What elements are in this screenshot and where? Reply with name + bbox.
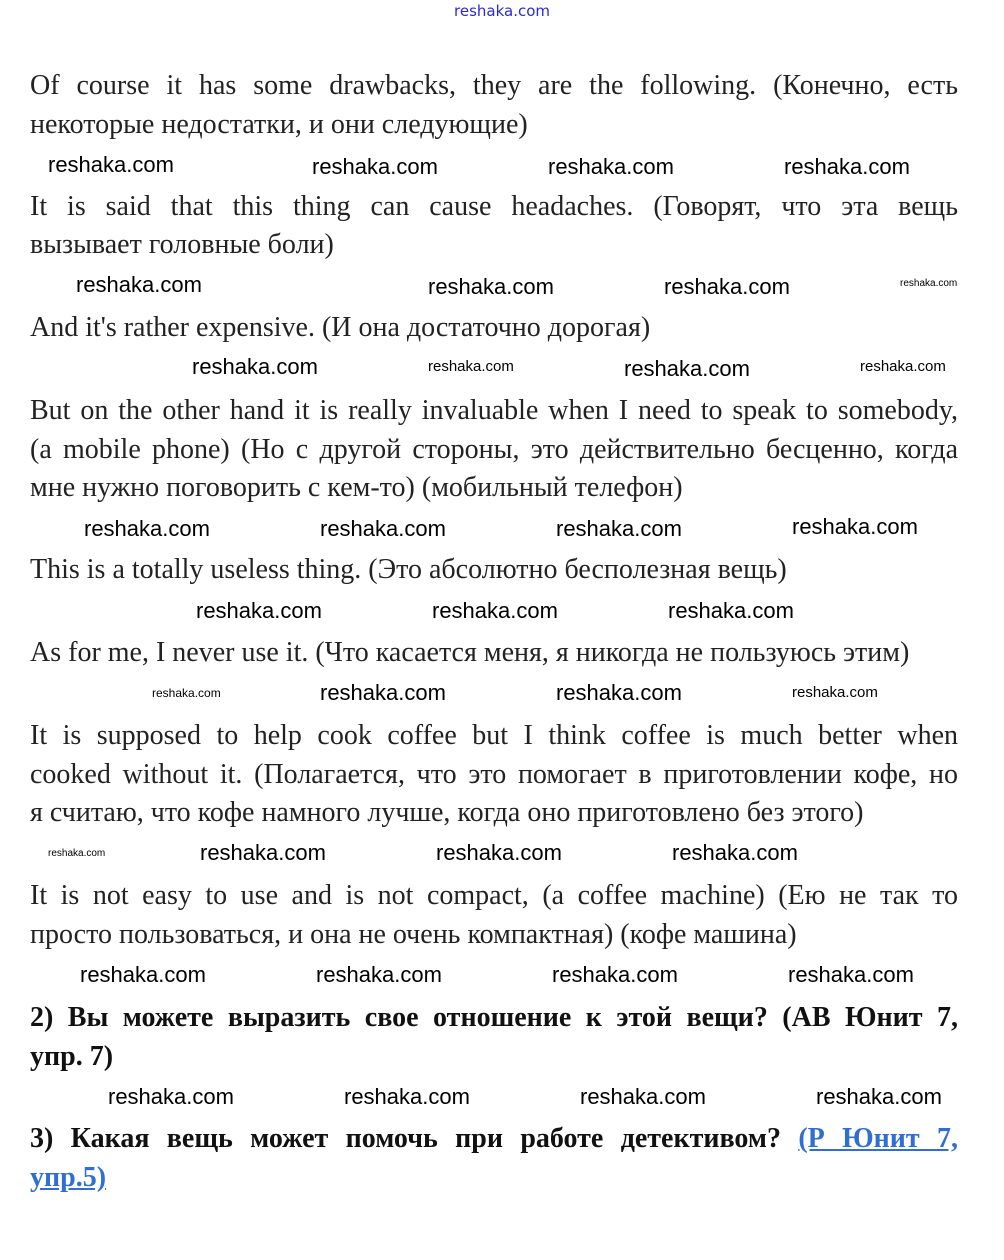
text-line: мне нужно поговорить с кем-то) (мобильный телефон) bbox=[30, 472, 683, 503]
watermark: reshaka.com bbox=[196, 598, 322, 623]
watermark: reshaka.com bbox=[556, 680, 682, 705]
text-line: некоторые недостатки, и они следующие) bbox=[30, 109, 528, 140]
watermark: reshaka.com bbox=[320, 516, 446, 541]
question-3-cont bbox=[30, 1159, 958, 1197]
site-header-watermark: reshaka.com bbox=[454, 2, 550, 20]
text-line: вызывает головные боли) bbox=[30, 229, 334, 260]
watermark: reshaka.com bbox=[84, 516, 210, 541]
watermark: reshaka.com bbox=[784, 154, 910, 179]
watermark: reshaka.com bbox=[320, 680, 446, 705]
watermark: reshaka.com bbox=[792, 684, 878, 701]
watermark: reshaka.com bbox=[436, 840, 562, 865]
watermark: reshaka.com bbox=[792, 514, 918, 539]
watermark: reshaka.com bbox=[344, 1084, 470, 1109]
watermark: reshaka.com bbox=[664, 274, 790, 299]
watermark: reshaka.com bbox=[428, 274, 554, 299]
watermark: reshaka.com bbox=[192, 354, 318, 379]
watermark: reshaka.com bbox=[312, 154, 438, 179]
watermark: reshaka.com bbox=[76, 272, 202, 297]
text-line: It is not easy to use and is not compact, (a coffee machine) (Ею не так то bbox=[30, 880, 958, 911]
question-2-cont: упр. 7) bbox=[30, 1041, 114, 1072]
watermark: reshaka.com bbox=[200, 840, 326, 865]
watermark: reshaka.com bbox=[580, 1084, 706, 1109]
watermark: reshaka.com bbox=[80, 962, 206, 987]
watermark: reshaka.com bbox=[432, 598, 558, 623]
watermark: reshaka.com bbox=[624, 356, 750, 381]
watermark: reshaka.com bbox=[668, 598, 794, 623]
text-line: просто пользоваться, и она не очень компактная) (кофе машина) bbox=[30, 919, 797, 950]
watermark: reshaka.com bbox=[548, 154, 674, 179]
text-line: This is a totally useless thing. (Это абсолютно бесполезная вещь) bbox=[30, 554, 787, 585]
watermark: reshaka.com bbox=[552, 962, 678, 987]
text-line: And it's rather expensive. (И она достаточно дорогая) bbox=[30, 312, 651, 343]
watermark: reshaka.com bbox=[816, 1084, 942, 1109]
watermark: reshaka.com bbox=[428, 358, 514, 375]
text-line: cooked without it. (Полагается, что это помогает в приготовлении кофе, но bbox=[30, 759, 958, 790]
text-line: It is said that this thing can cause headaches. (Говорят, что эта вещь bbox=[30, 191, 958, 222]
unit-7-link[interactable]: (Р Юнит 7, bbox=[798, 1123, 958, 1154]
text-line: It is supposed to help cook coffee but I think coffee is much better when bbox=[30, 720, 958, 751]
text-line: As for me, I never use it. (Что касается меня, я никогда не пользуюсь этим) bbox=[30, 637, 910, 668]
watermark: reshaka.com bbox=[556, 516, 682, 541]
watermark: reshaka.com bbox=[48, 848, 106, 859]
watermark: reshaka.com bbox=[672, 840, 798, 865]
text-line: я считаю, что кофе намного лучше, когда оно приготовлено без этого) bbox=[30, 797, 864, 828]
question-2: 2) Вы можете выразить свое отношение к этой вещи? (АВ Юнит 7, bbox=[30, 1002, 958, 1033]
watermark: reshaka.com bbox=[860, 358, 946, 375]
exercise-5-link[interactable]: упр.5) bbox=[30, 1162, 107, 1193]
text-line: But on the other hand it is really invaluable when I need to speak to somebody, bbox=[30, 395, 958, 426]
watermark: reshaka.com bbox=[108, 1084, 234, 1109]
question-3 bbox=[30, 1120, 958, 1158]
text-line: Of course it has some drawbacks, they are the following. (Конечно, есть bbox=[30, 70, 958, 101]
watermark: reshaka.com bbox=[788, 962, 914, 987]
question-3-text: 3) Какая вещь может помочь при работе детективом? bbox=[30, 1123, 799, 1154]
watermark: reshaka.com bbox=[48, 152, 174, 177]
watermark: reshaka.com bbox=[900, 278, 958, 289]
watermark: reshaka.com bbox=[316, 962, 442, 987]
text-line: (a mobile phone) (Но с другой стороны, это действительно бесценно, когда bbox=[30, 434, 958, 465]
watermark: reshaka.com bbox=[152, 686, 221, 700]
